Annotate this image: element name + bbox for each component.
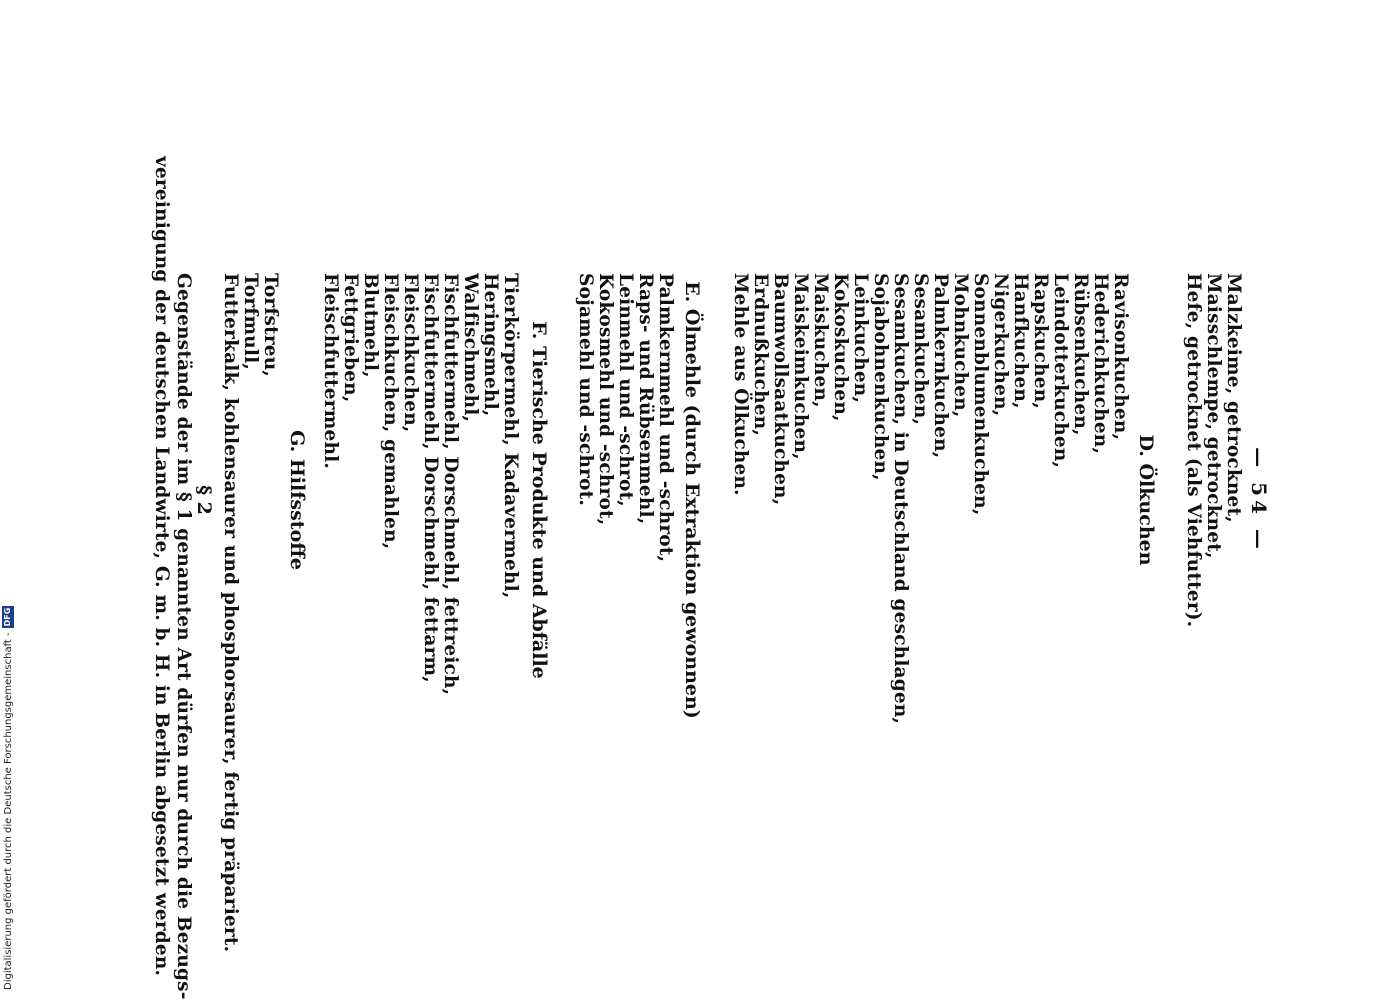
intro-line: Maisschlempe, getrocknet, bbox=[1203, 273, 1224, 559]
list-item: Fleischkuchen, gemahlen, bbox=[380, 273, 401, 550]
digitization-note bbox=[2, 606, 14, 990]
list-item: Fischfuttermehl, Dorschmehl, fettreich, bbox=[440, 273, 461, 696]
page-number: — 54 — bbox=[1247, 447, 1271, 553]
list-item: Palmkernmehl und -schrot, bbox=[655, 273, 676, 563]
list-item: Mehle aus Ölkuchen. bbox=[730, 273, 751, 496]
dfg-logo: DFG bbox=[3, 607, 12, 627]
section-f-heading: F. Tierische Produkte und Abfälle bbox=[528, 321, 550, 679]
paragraph-2-line-2: vereinigung der deutschen Landwirte, G. m. b. H. in Berlin abgesetzt werden. bbox=[151, 156, 172, 977]
list-item: Leinkuchen, bbox=[850, 273, 871, 404]
list-item: Torfstreu, bbox=[260, 273, 281, 378]
list-item: Baumwollsaatkuchen, bbox=[770, 273, 791, 506]
digitization-note-text: Digitalisierung gefördert durch die Deutsche Forschungsgemeinschaft - bbox=[2, 632, 14, 990]
list-item: Sojamehl und -schrot. bbox=[575, 273, 596, 507]
list-item: Torfmull, bbox=[240, 273, 261, 371]
list-item: Sesamkuchen, in Deutschland geschlagen, bbox=[890, 273, 911, 725]
list-item: Hederichkuchen, bbox=[1090, 273, 1111, 455]
list-item: Blutmehl, bbox=[360, 273, 381, 378]
list-item: Fleischkuchen, bbox=[400, 273, 421, 433]
list-item: Leindotterkuchen, bbox=[1050, 273, 1071, 469]
list-item: Fischfuttermehl, Dorschmehl, fettarm, bbox=[420, 273, 441, 683]
section-e-heading: E. Ölmehle (durch Extraktion gewonnen) bbox=[681, 281, 703, 719]
list-item: Kokosmehl und -schrot, bbox=[595, 273, 616, 526]
list-item: Hanfkuchen, bbox=[1010, 273, 1031, 409]
list-item: Futterkalk, kohlensaurer und phosphorsaurer, fertig präpariert. bbox=[220, 273, 241, 953]
list-item: Raps- und Rübsenmehl, bbox=[635, 273, 656, 525]
intro-line: Malzkeime, getrocknet, bbox=[1223, 273, 1244, 523]
list-item: Maiskuchen, bbox=[810, 273, 831, 408]
section-d-heading: D. Ölkuchen bbox=[1135, 434, 1157, 566]
list-item: Fettgrieben, bbox=[340, 273, 361, 403]
list-item: Rübsenkuchen, bbox=[1070, 273, 1091, 436]
list-item: Sonnenblumenkuchen, bbox=[970, 273, 991, 516]
list-item: Leinmehl und -schrot, bbox=[615, 273, 636, 507]
list-item: Palmkernkuchen, bbox=[930, 273, 951, 459]
paragraph-2-line-1: Gegenstände der im § 1 genannten Art dürfen nur durch die Bezugs- bbox=[173, 273, 194, 1000]
section-g-heading: G. Hilfsstoffe bbox=[286, 430, 308, 570]
intro-line: Hefe, getrocknet (als Viehfutter). bbox=[1183, 273, 1204, 628]
list-item: Walfischmehl, bbox=[460, 273, 481, 423]
list-item: Sesamkuchen, bbox=[910, 273, 931, 426]
list-item: Kokoskuchen, bbox=[830, 273, 851, 422]
paragraph-2-heading: § 2 bbox=[193, 485, 215, 515]
list-item: Maiskeimkuchen, bbox=[790, 273, 811, 460]
list-item: Rapskuchen, bbox=[1030, 273, 1051, 409]
list-item: Tierkörpermehl, Kadavermehl, bbox=[500, 273, 521, 599]
list-item: Fleischfuttermehl. bbox=[320, 273, 341, 469]
list-item: Heringsmehl, bbox=[480, 273, 501, 417]
list-item: Erdnußkuchen, bbox=[750, 273, 771, 436]
list-item: Sojabohnenkuchen, bbox=[870, 273, 891, 481]
list-item: Nigerkuchen, bbox=[990, 273, 1011, 417]
list-item: Mohnkuchen, bbox=[950, 273, 971, 418]
list-item: Ravisonkuchen, bbox=[1110, 273, 1131, 441]
